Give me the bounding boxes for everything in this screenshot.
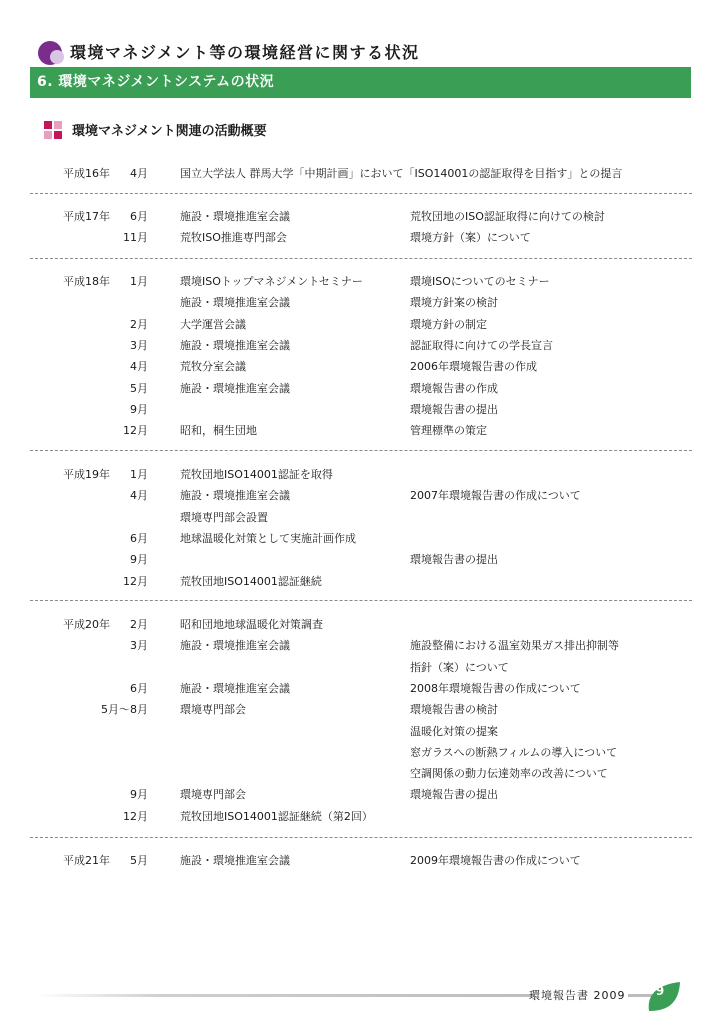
timeline-row [0,400,728,420]
year-label: 平成17年 [63,210,110,223]
year-divider [30,600,692,601]
detail-text: 管理標準の策定 [410,424,487,438]
month-label: 4月 [130,489,148,503]
timeline-row [0,615,728,635]
event-text: 昭和団地地球温暖化対策調査 [180,618,323,631]
year-label: 平成16年 [63,167,110,180]
year-label: 平成21年 [63,854,110,867]
detail-text: 2007年環境報告書の作成について [410,489,581,503]
month-label: 1月 [130,275,148,288]
detail-text: 環境方針案の検討 [410,296,498,310]
detail-text: 環境方針の制定 [410,317,487,331]
year-divider [30,258,692,259]
timeline-row [0,658,728,678]
timeline-row [0,421,728,441]
timeline-row [0,807,728,827]
timeline-row [0,379,728,399]
event-text: 環境ISOトップマネジメントセミナー [180,275,363,288]
detail-text: 環境報告書の作成 [410,381,498,395]
detail-text: 窓ガラスへの断熱フィルムの導入について [410,745,618,759]
detail-text: 環境報告書の提出 [410,788,498,802]
event-text: 環境専門部会 [180,703,246,717]
detail-text: 2009年環境報告書の作成について [410,854,581,867]
timeline-row [0,228,728,248]
month-label: 4月 [130,167,148,180]
detail-text: 環境方針（案）について [410,231,531,245]
timeline-row [0,465,728,485]
page-title: 環境マネジメント等の環境経営に関する状況 [70,43,420,62]
month-label: 12月 [123,574,148,588]
event-text: 施設・環境推進室会議 [180,681,290,695]
event-text: 荒牧分室会議 [180,360,246,374]
event-text: 大学運営会議 [180,317,246,331]
event-text: 施設・環境推進室会議 [180,489,290,503]
detail-text: 2008年環境報告書の作成について [410,681,581,695]
year-label: 平成18年 [63,275,110,288]
event-text: 環境専門部会設置 [180,510,268,524]
year-label: 平成19年 [63,468,110,481]
timeline-row [0,207,728,227]
event-text: 施設・環境推進室会議 [180,639,290,653]
detail-text: 指針（案）について [410,660,509,674]
event-text: 施設・環境推進室会議 [180,381,290,395]
timeline-row [0,636,728,656]
year-label: 平成20年 [63,618,110,631]
timeline-row [0,700,728,720]
detail-text: 温暖化対策の提案 [410,724,498,738]
timeline-row [0,785,728,805]
month-label: 3月 [130,639,148,653]
timeline-row [0,164,728,184]
detail-text: 環境ISOについてのセミナー [410,275,550,288]
month-label: 5月 [130,854,148,867]
timeline-row [0,851,728,871]
event-text: 荒牧ISO推進専門部会 [180,231,287,245]
month-label: 9月 [130,553,148,567]
timeline-row [0,722,728,742]
event-text: 荒牧団地ISO14001認証継続（第2回） [180,809,373,823]
month-label: 1月 [130,468,148,481]
subsection-heading: 環境マネジメント関連の活動概要 [72,124,267,139]
footer-label: 環境報告書 2009 [529,989,626,1002]
event-text: 施設・環境推進室会議 [180,296,290,310]
event-text: 荒牧団地ISO14001認証継続 [180,574,322,588]
timeline-row [0,550,728,570]
timeline-row [0,486,728,506]
event-text: 国立大学法人 群馬大学「中期計画」において「ISO14001の認証取得を目指す」との提言 [180,167,623,180]
event-text: 荒牧団地ISO14001認証を取得 [180,468,333,481]
detail-text: 環境報告書の提出 [410,402,498,416]
detail-text: 施設整備における温室効果ガス排出抑制等 [410,639,619,653]
detail-text: 2006年環境報告書の作成 [410,360,537,374]
year-divider [30,450,692,451]
month-label: 3月 [130,338,148,352]
detail-text: 荒牧団地のISO認証取得に向けての検討 [410,210,605,223]
timeline-row [0,529,728,549]
timeline-row [0,293,728,313]
timeline-row [0,764,728,784]
month-label: 6月 [130,210,148,223]
detail-text: 認証取得に向けての学長宣言 [410,338,553,352]
detail-text: 空調関係の動力伝達効率の改善について [410,767,608,781]
event-text: 昭和，桐生団地 [180,424,257,438]
year-divider [30,193,692,194]
event-text: 施設・環境推進室会議 [180,210,290,223]
month-label: 6月 [130,531,148,545]
timeline-row [0,357,728,377]
year-divider [30,837,692,838]
timeline-row [0,508,728,528]
event-text: 施設・環境推進室会議 [180,338,290,352]
month-label: 2月 [130,317,148,331]
timeline-row [0,336,728,356]
month-label: 12月 [123,809,148,823]
section-heading: 6. 環境マネジメントシステムの状況 [30,67,691,98]
detail-text: 環境報告書の提出 [410,553,498,567]
footer-rule [35,994,535,997]
month-label: 9月 [130,788,148,802]
month-label: 5月 [130,381,148,395]
month-label: 4月 [130,360,148,374]
timeline-row [0,315,728,335]
month-label: 11月 [123,231,148,245]
month-label: 2月 [130,618,148,631]
page-number: 9 [655,984,665,998]
month-label: 9月 [130,402,148,416]
month-label: 12月 [123,424,148,438]
event-text: 環境専門部会 [180,788,246,802]
timeline-row [0,679,728,699]
timeline-row [0,743,728,763]
month-label: 6月 [130,681,148,695]
month-label: 5月～8月 [101,703,148,717]
detail-text: 環境報告書の検討 [410,703,498,717]
event-text: 施設・環境推進室会議 [180,854,290,867]
event-text: 地球温暖化対策として実施計画作成 [180,531,356,545]
timeline-row [0,572,728,592]
timeline-row [0,272,728,292]
